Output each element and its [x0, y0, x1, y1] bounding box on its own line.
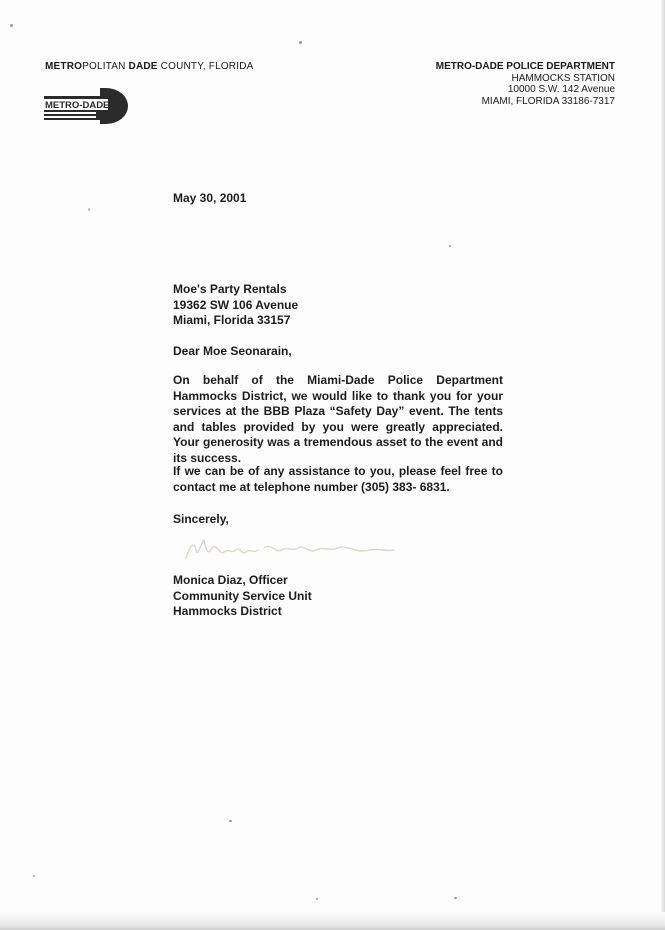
county-name-part: COUNTY, FLORIDA — [157, 61, 254, 72]
closing: Sincerely, — [173, 512, 229, 526]
handwritten-signature — [180, 528, 410, 568]
page-edge-shadow — [661, 0, 665, 930]
recipient-name: Moe's Party Rentals — [173, 282, 287, 296]
body-paragraph: If we can be of any assistance to you, please feel free to contact me at telephone number (305) 383- 6831. — [173, 464, 503, 494]
recipient-address — [173, 282, 503, 329]
signer-name: Monica Diaz, Officer — [173, 573, 288, 587]
station-name: HAMMOCKS STATION — [511, 72, 615, 84]
signer-unit: Community Service Unit — [173, 588, 312, 603]
salutation: Dear Moe Seonarain, — [173, 344, 292, 358]
county-header — [45, 61, 254, 72]
logo-text: METRO-DADE — [45, 100, 110, 111]
county-name-part: POLITAN — [82, 61, 129, 72]
scan-speck — [316, 898, 318, 900]
metro-dade-logo — [44, 86, 128, 124]
county-name — [45, 61, 254, 72]
signer-district: Hammocks District — [173, 604, 282, 618]
page-bottom-shadow — [0, 912, 665, 930]
department-address-block — [436, 61, 615, 107]
recipient-city: Miami, Florida 33157 — [173, 313, 291, 327]
department-name: METRO-DADE POLICE DEPARTMENT — [435, 61, 615, 72]
scan-speck — [10, 24, 13, 27]
scan-speck — [229, 820, 232, 822]
signature-block — [173, 573, 503, 620]
scan-speck — [299, 41, 302, 44]
station-city: MIAMI, FLORIDA 33186-7317 — [481, 95, 615, 107]
station-street: 10000 S.W. 142 Avenue — [507, 84, 615, 95]
county-name-part: DADE — [128, 61, 158, 72]
letter-date: May 30, 2001 — [173, 191, 247, 205]
scan-speck — [88, 208, 90, 211]
scan-speck — [449, 245, 451, 247]
county-name-part: METRO — [45, 61, 83, 72]
scan-speck — [33, 875, 35, 877]
recipient-street: 19362 SW 106 Avenue — [173, 297, 299, 312]
scan-speck — [454, 897, 457, 899]
body-paragraph: On behalf of the Miami-Dade Police Department Hammocks District, we would like to thank you for your services at the BBB Plaza “Safety Day” event. The tents and tables provided by you were greatly appreciated. Your generosity was a tremendous asset to the event and its success. — [173, 373, 503, 465]
